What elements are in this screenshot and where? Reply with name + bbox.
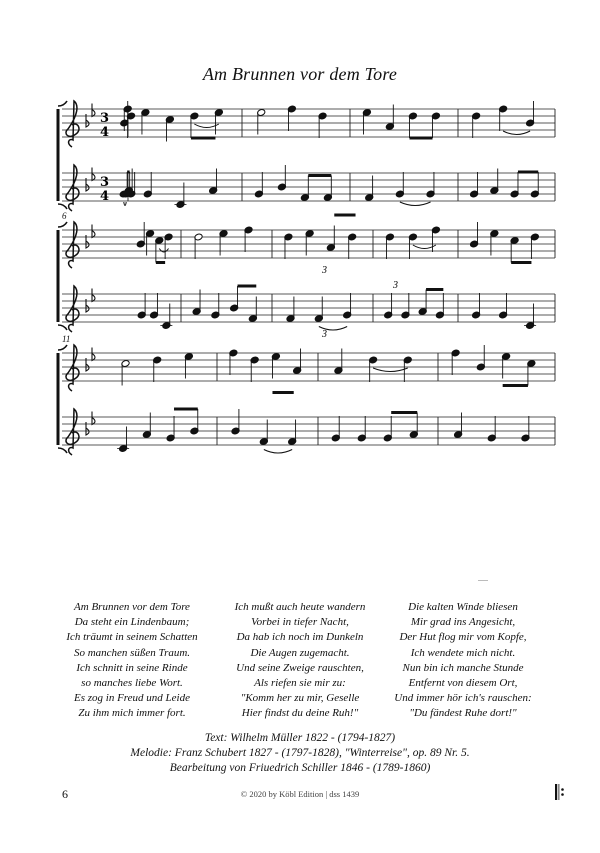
flat-sign bbox=[92, 412, 95, 425]
flat-sign bbox=[92, 348, 95, 361]
credit-arrangement: Bearbeitung von Friuedrich Schiller 1846 - (1789-1860) bbox=[169, 762, 431, 774]
credits bbox=[0, 731, 600, 776]
flat-sign bbox=[92, 225, 95, 238]
lyric-line: Als riefen sie mir zu: bbox=[254, 677, 346, 690]
slur bbox=[124, 202, 127, 206]
lyric-line: Da steht ein Lindenbaum; bbox=[74, 616, 190, 629]
flat-sign bbox=[92, 289, 95, 302]
lyric-line: Und seine Zweige rauschten, bbox=[236, 661, 364, 674]
lyric-line: Die Augen zugemacht. bbox=[250, 646, 350, 659]
bracket-hook bbox=[58, 345, 67, 350]
slur bbox=[400, 202, 431, 206]
flat-sign bbox=[92, 104, 95, 117]
slur bbox=[159, 249, 168, 253]
lyric-line: Nun bin ich manche Stunde bbox=[402, 661, 524, 674]
bracket-hook bbox=[58, 101, 67, 106]
credit-melody: Melodie: Franz Schubert 1827 - (1797-1828), "Winterreise", op. 89 Nr. 5. bbox=[130, 747, 470, 759]
lyric-line: so manches liebe Wort. bbox=[81, 677, 183, 690]
slur bbox=[503, 131, 530, 135]
treble-clef bbox=[66, 165, 79, 211]
flat-sign bbox=[92, 168, 95, 181]
page-number: 6 bbox=[62, 787, 68, 801]
lyric-line: Mir grad ins Angesicht, bbox=[410, 616, 516, 629]
time-signature-bottom: 4 bbox=[100, 189, 110, 204]
slur bbox=[264, 450, 292, 454]
lyric-line: Ich wendete mich nicht. bbox=[410, 646, 516, 659]
time-signature-top: 3 bbox=[100, 175, 110, 190]
lyric-line: "Komm her zu mir, Geselle bbox=[240, 692, 360, 705]
lyric-line: Entfernt von diesem Ort, bbox=[408, 677, 518, 690]
credit-text: Text: Wilhelm Müller 1822 - (1794-1827) bbox=[204, 732, 396, 744]
treble-clef bbox=[66, 101, 79, 147]
system-number-2: 6 bbox=[62, 211, 67, 221]
treble-clef bbox=[66, 286, 79, 332]
time-signature-bottom: 4 bbox=[100, 125, 110, 140]
bracket-hook bbox=[58, 448, 67, 453]
lyric-line: Ich mußt auch heute wandern bbox=[234, 601, 366, 613]
lyric-line: Hier findst du deine Ruh!" bbox=[241, 707, 359, 720]
lyrics-verse-3 bbox=[388, 600, 538, 722]
lyric-line: Es zog in Freud und Leide bbox=[74, 692, 190, 705]
triplet-mark: 3 bbox=[322, 329, 327, 340]
lyric-line: Zu ihm mich immer fort. bbox=[78, 707, 186, 720]
lyric-line: Ich schnitt in seine Rinde bbox=[76, 661, 188, 674]
time-signature-top: 3 bbox=[100, 111, 110, 126]
page-title: Am Brunnen vor dem Tore bbox=[202, 64, 398, 84]
slur bbox=[373, 368, 408, 372]
treble-clef bbox=[66, 409, 79, 455]
triplet-mark: 3 bbox=[393, 280, 398, 291]
lyric-line: "Du fändest Ruhe dort!" bbox=[409, 707, 517, 720]
divider-mark bbox=[478, 580, 488, 581]
treble-clef bbox=[66, 222, 79, 268]
lyric-line: Vorbei in tiefer Nacht, bbox=[251, 616, 349, 629]
triplet-mark: 3 bbox=[322, 265, 327, 276]
lyric-line: Da hab ich noch im Dunkeln bbox=[236, 631, 364, 644]
lyrics-verse-1 bbox=[62, 600, 202, 722]
repeat-sign-icon bbox=[554, 783, 566, 801]
lyric-line: Und immer hör ich's rauschen: bbox=[394, 692, 532, 705]
lyric-line: So manchen süßen Traum. bbox=[73, 646, 191, 659]
lyric-line: Ich träumt in seinem Schatten bbox=[66, 631, 198, 644]
bracket-hook bbox=[58, 325, 67, 330]
bracket-hook bbox=[58, 204, 67, 209]
lyrics-verse-2 bbox=[225, 600, 375, 722]
footer-copyright: © 2020 by Köbl Edition | dss 1439 bbox=[240, 789, 360, 799]
lyric-line: Am Brunnen vor dem Tore bbox=[74, 601, 190, 613]
bracket-hook bbox=[58, 222, 67, 227]
treble-clef bbox=[66, 345, 79, 391]
lyric-line: Der Hut flog mir vom Kopfe, bbox=[399, 631, 527, 644]
system-number-3: 11 bbox=[62, 334, 71, 344]
lyric-line: Die kalten Winde bliesen bbox=[408, 601, 518, 613]
